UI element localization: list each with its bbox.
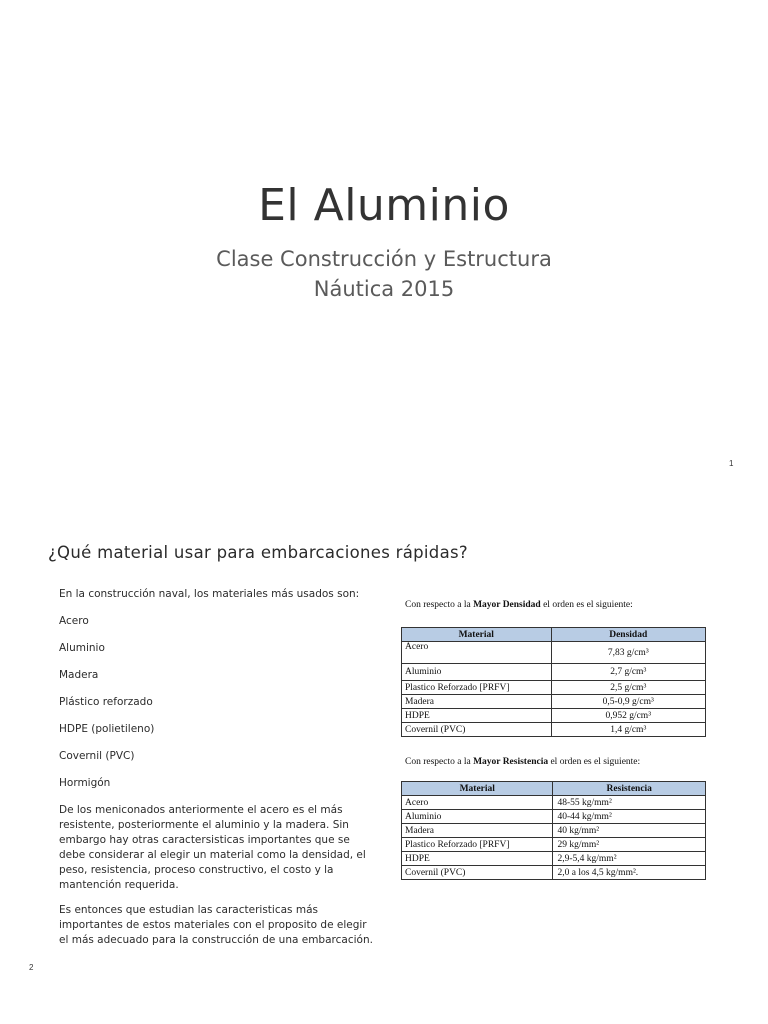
- material-cell: Madera: [402, 824, 553, 838]
- column-header: Material: [402, 628, 552, 642]
- table-row: [402, 695, 706, 709]
- material-cell: Acero: [402, 796, 553, 810]
- resistance-cell: 29 kg/mm²: [553, 838, 706, 852]
- subtitle-line-2: Náutica 2015: [313, 277, 455, 301]
- material-item: Covernil (PVC): [59, 750, 135, 762]
- column-header: Densidad: [551, 628, 706, 642]
- density-cell: 2,5 g/cm³: [551, 681, 706, 695]
- density-cell: 1,4 g/cm³: [551, 723, 706, 737]
- table-row: [402, 681, 706, 695]
- table-header-row: [402, 782, 706, 796]
- subtitle-line-1: Clase Construcción y Estructura: [216, 247, 552, 271]
- material-item: Madera: [59, 669, 99, 681]
- material-item: Aluminio: [59, 642, 105, 654]
- resistance-table: [401, 781, 706, 880]
- table-row: [402, 664, 706, 681]
- material-item: HDPE (polietileno): [59, 723, 155, 735]
- table-row: [402, 723, 706, 737]
- material-cell: Aluminio: [402, 810, 553, 824]
- table-row: [402, 709, 706, 723]
- resistance-cell: 40-44 kg/mm²: [553, 810, 706, 824]
- material-item: Plástico reforzado: [59, 696, 153, 708]
- material-cell: Plastico Reforzado [PRFV]: [402, 681, 552, 695]
- table-row: [402, 796, 706, 810]
- material-cell: Plastico Reforzado [PRFV]: [402, 838, 553, 852]
- table-header-row: [402, 628, 706, 642]
- material-cell: Aluminio: [402, 664, 552, 681]
- table-row: [402, 642, 706, 664]
- density-cell: 0,5-0,9 g/cm³: [551, 695, 706, 709]
- paragraph-conclusion: Es entonces que estudian las caracteristicas más importantes de estos materiales con el proposito de elegir el más adecuado para la construcción de una embarcación.: [59, 904, 373, 946]
- table-row: [402, 852, 706, 866]
- material-cell: HDPE: [402, 852, 553, 866]
- resistance-cell: 48-55 kg/mm²: [553, 796, 706, 810]
- density-section: [401, 600, 706, 737]
- material-cell: Acero: [402, 642, 552, 664]
- content-slide: [0, 505, 768, 1024]
- paragraph-comparison: De los meniconados anteriormente el acero es el más resistente, posteriormente el aluminio y la madera. Sin embargo hay otras caractersisticas importantes que se debe considerar al elegir un material como la densidad, el peso, resistencia, proceso constructivo, el costo y la mantención requerida.: [59, 804, 366, 891]
- title-slide: [0, 0, 768, 505]
- intro-text: En la construcción naval, los materiales más usados son:: [59, 588, 360, 600]
- density-cell: 2,7 g/cm³: [551, 664, 706, 681]
- slide-title: El Aluminio: [258, 180, 510, 231]
- density-cell: 7,83 g/cm³: [551, 642, 706, 664]
- material-item: Hormigón: [59, 777, 111, 789]
- column-header: Resistencia: [553, 782, 706, 796]
- table-row: [402, 810, 706, 824]
- resistance-section: [401, 757, 706, 880]
- material-cell: Covernil (PVC): [402, 723, 552, 737]
- materials-text-column: [59, 587, 379, 958]
- material-cell: Covernil (PVC): [402, 866, 553, 880]
- density-caption: Con respecto a la Mayor Densidad el orden es el siguiente:: [405, 600, 633, 610]
- slide-subtitle: [0, 244, 768, 304]
- table-row: [402, 824, 706, 838]
- resistance-cell: 2,9-5,4 kg/mm²: [553, 852, 706, 866]
- density-cell: 0,952 g/cm³: [551, 709, 706, 723]
- page-number: 2: [29, 963, 34, 972]
- table-row: [402, 866, 706, 880]
- slide-heading: ¿Qué material usar para embarcaciones rápidas?: [48, 543, 468, 562]
- table-row: [402, 838, 706, 852]
- page-number: 1: [729, 459, 734, 468]
- material-cell: Madera: [402, 695, 552, 709]
- resistance-cell: 40 kg/mm²: [553, 824, 706, 838]
- density-table: [401, 627, 706, 737]
- column-header: Material: [402, 782, 553, 796]
- resistance-caption: Con respecto a la Mayor Resistencia el orden es el siguiente:: [405, 757, 641, 767]
- material-item: Acero: [59, 615, 89, 627]
- material-cell: HDPE: [402, 709, 552, 723]
- resistance-cell: 2,0 a los 4,5 kg/mm².: [553, 866, 706, 880]
